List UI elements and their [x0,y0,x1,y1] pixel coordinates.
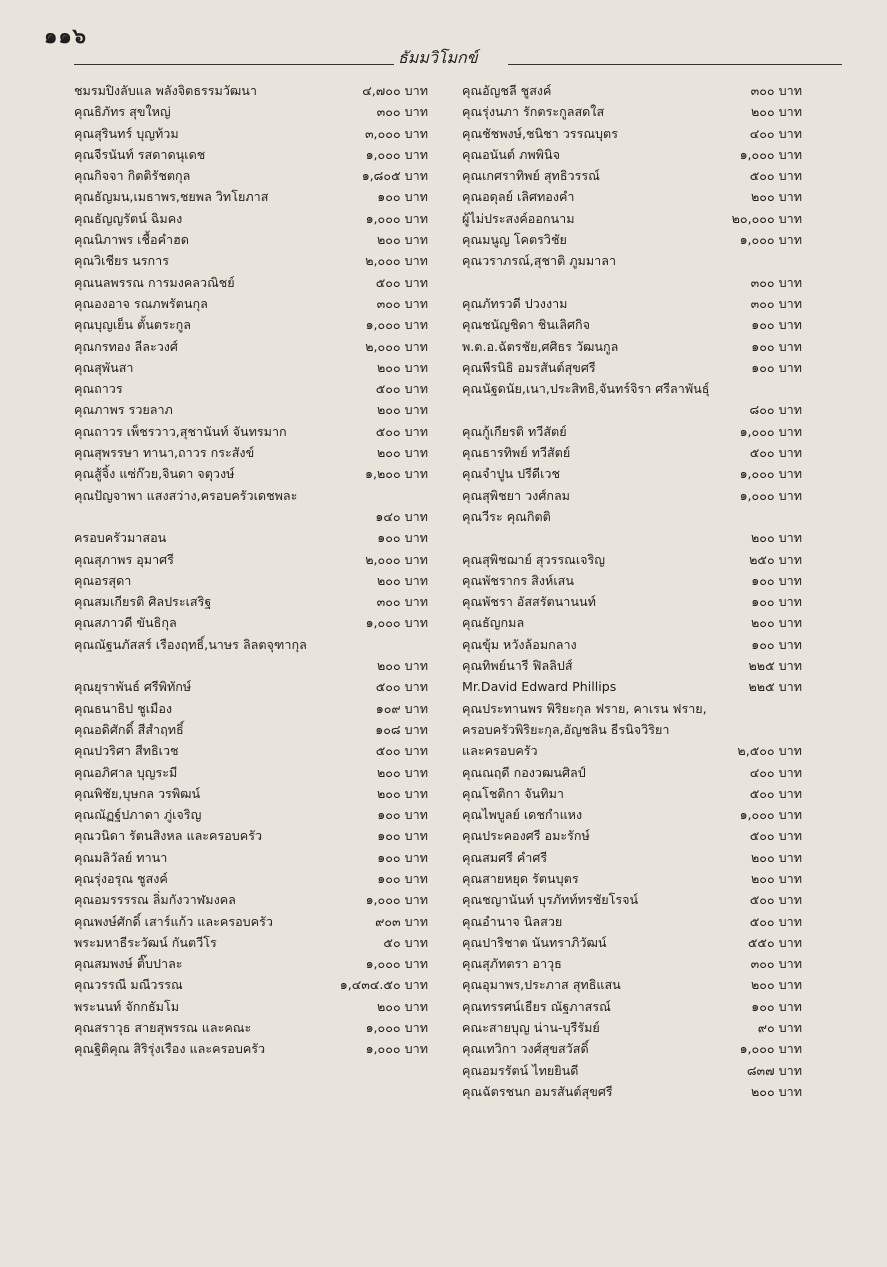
header-rule-right [508,64,842,65]
donation-amount: ๑๐๐ บาท [377,807,428,823]
donation-amount: ๒,๕๐๐ บาท [737,743,802,759]
donation-amount: ๑,๐๐๐ บาท [365,1041,428,1057]
donor-entry [74,165,452,186]
donor-entry [74,953,452,974]
donor-entry [462,612,802,633]
donor-entry [74,783,452,804]
donor-entry [462,1038,802,1059]
donation-amount: ๑๐๐ บาท [751,338,802,354]
donor-entry [74,868,452,889]
donor-name [462,698,707,762]
donor-name-line: ครอบครัวพิริยะกุล,อัญชลิน ธีรนิจวิริยา [462,721,670,737]
donor-name: คุณนัฐดนัย,เนา,ประสิทธิ,จันทร์จิรา ศรีลาพันธุ์ [462,381,710,397]
donor-name: คุณอำนาจ นิลสวย [462,913,563,929]
donor-name: คุณปัญจาพา แสงสว่าง,ครอบครัวเดชพละ [74,487,298,503]
donation-amount: ๑๐๐ บาท [377,189,428,205]
donation-amount: ๑,๐๐๐ บาท [739,146,802,162]
donor-name: คุณชัชพงษ์,ชนิชา วรรณบุตร [462,125,618,141]
donor-name: คุณธัญกมล [462,615,525,631]
header-rule-left [74,64,394,65]
donor-name: คุณองอาจ รณภพรัตนกุล [74,295,208,311]
donor-entry [74,612,452,633]
donor-name: คุณไพบูลย์ เดชกำแหง [462,807,583,823]
donor-entry [462,314,802,335]
donor-entry [462,1060,802,1081]
donor-entry [462,250,802,293]
donation-amount: ๕๐๐ บาท [375,381,428,397]
donor-entry [74,932,452,953]
donor-name: คุณปาริชาต นันทราภิวัฒน์ [462,934,607,950]
donor-entry [462,698,802,762]
donor-name: คุณพงษ์ศักดิ์ เสาร์แก้ว และครอบครัว [74,913,273,929]
donor-entry [74,996,452,1017]
donation-amount: ๒๐๐ บาท [376,232,428,248]
donor-entry [74,272,452,293]
donation-amount: ๕๐๐ บาท [749,445,802,461]
donor-entry [74,527,452,548]
donation-amount: ๒๐๐ บาท [750,849,802,865]
donor-entry [462,357,802,378]
donation-amount: ๒๐๐ บาท [750,977,802,993]
donor-entry [462,186,802,207]
donor-name: คุณกิจจา กิตติรัชตกุล [74,168,191,184]
donor-name: คุณสภาวดี ขันธิกุล [74,615,177,631]
donor-name: คุณวีระ คุณกิตติ [462,508,551,524]
donor-entry [74,549,452,570]
donor-name: คุณพิชัย,บุษกล วรพิฒน์ [74,785,201,801]
donation-amount: ๑,๐๐๐ บาท [365,956,428,972]
donor-name: ครอบครัวมาสอน [74,530,167,546]
donor-name: คุณอภิศาล บุญระมี [74,764,178,780]
donor-name-line: คุณประทานพร พิริยะกุล ฟราย, คาเรน ฟราย, [462,700,707,716]
donor-entry [74,101,452,122]
donor-name-line: และครอบครัว [462,743,538,759]
donation-amount: ๑๐๐ บาท [751,572,802,588]
donor-entry [462,889,802,910]
donor-name: คุณภาพร รวยลาภ [74,402,173,418]
donor-name: คุณฉัตรชนก อมรสันต์สุขศรี [462,1083,613,1099]
donation-amount: ๒๐,๐๐๐ บาท [731,210,802,226]
donation-amount: ๔๐๐ บาท [749,764,802,780]
donation-amount: ๑,๐๐๐ บาท [739,487,802,503]
donor-entry [74,123,452,144]
donor-name: พ.ต.อ.ฉัตรชัย,ศศิธร วัฒนกูล [462,338,619,354]
donation-amount: ๑,๔๓๔.๕๐ บาท [339,977,428,993]
donor-entry [462,825,802,846]
donor-name: คุณวิเชียร นรการ [74,253,170,269]
donation-amount: ๒๐๐ บาท [376,785,428,801]
donation-amount: ๑๐๐ บาท [377,828,428,844]
donor-entry [74,634,452,677]
donor-entry [462,144,802,165]
donor-entry [74,847,452,868]
donation-amount: ๔๐๐ บาท [749,125,802,141]
donor-entry [462,591,802,612]
donor-name: คุณธัญญรัตน์ ฉิมคง [74,210,183,226]
donor-entry [462,762,802,783]
donor-name: คุณสุรินทร์ บุญท้วม [74,125,179,141]
donation-amount: ๒๐๐ บาท [750,615,802,631]
donor-name: คุณทรรศน์เธียร ณัฐภาสรณ์ [462,998,611,1014]
donor-entry [462,549,802,570]
donor-name: คุณวราภรณ์,สุชาติ ภูมมาลา [462,253,617,269]
donor-name: พระนนท์ จักกธัมโม [74,998,180,1014]
donor-entry [462,847,802,868]
donation-amount: ๓๐๐ บาท [750,83,802,98]
donor-name: คุณสู้จิ้ง แซ่ก๊วย,จินดา จตุวงษ์ [74,466,235,482]
donor-name: คุณอัญชลี ชูสงค์ [462,83,552,98]
donation-amount: ๑,๐๐๐ บาท [365,1020,428,1036]
donation-amount: ๓๐๐ บาท [750,274,802,290]
donor-entry [74,250,452,271]
donor-name: คุณสมพงษ์ ติ๊บปาละ [74,956,183,972]
donor-name: คุณมลิวัลย์ ทานา [74,849,168,865]
donor-entry [462,1081,802,1102]
donor-name: คุณสุภัทตรา อาวุธ [462,956,562,972]
donation-amount: ๙๐ บาท [757,1020,802,1036]
donor-name: ผู้ไม่ประสงค์ออกนาม [462,210,575,226]
donation-amount: ๒,๐๐๐ บาท [365,338,428,354]
donor-name: คุณโชติกา จันทิมา [462,785,564,801]
donor-entry [74,762,452,783]
donor-entry [462,123,802,144]
donor-entry [74,229,452,250]
donation-amount: ๑๔๐ บาท [375,508,428,524]
donation-amount: ๕๐๐ บาท [375,679,428,695]
donor-list-right [462,80,802,1102]
donor-name: คุณยุราพันธ์ ศรีพิทักษ์ [74,679,192,695]
donor-entry [462,868,802,889]
donor-name: คุณรุ่งนภา รักตระกูลสดใส [462,104,605,120]
donation-amount: ๑๐๐ บาท [377,849,428,865]
donation-amount: ๕๕๐ บาท [747,934,802,950]
donation-amount: ๓๐๐ บาท [376,104,428,120]
donation-amount: ๓๐๐ บาท [376,594,428,610]
donor-entry [462,974,802,995]
donor-entry [74,911,452,932]
donor-name: คุณอรสุดา [74,572,132,588]
donor-name: คุณเทวิกา วงศ์สุขสวัสดิ์ [462,1041,589,1057]
donor-name: คุณประคองศรี อมะรักษ์ [462,828,590,844]
donor-name: คุณณัฐนภัสสร์ เรืองฤทธิ์,นาษร ลิลตจุฑากุล [74,636,307,652]
donor-name: คุณกู้เกียรติ ทวีสัตย์ [462,423,567,439]
donor-name: คุณธิภัทร สุขใหญ่ [74,104,171,120]
donor-entry [462,676,802,697]
donor-entry [462,506,802,549]
donor-entry [462,165,802,186]
donation-amount: ๙๐๓ บาท [375,913,428,929]
donor-entry [462,804,802,825]
donation-amount: ๒๐๐ บาท [376,658,428,674]
donor-entry [462,485,802,506]
donor-name: คุณขุ้ม หวังล้อมกลาง [462,636,577,652]
donation-amount: ๑,๐๐๐ บาท [739,232,802,248]
donor-name: คุณภัทรวดี ปวงงาม [462,295,568,311]
donor-name: คุณอดุลย์ เลิศทองคำ [462,189,575,205]
donation-amount: ๑,๒๐๐ บาท [364,466,428,482]
donor-entry [462,101,802,122]
donor-name: คุณปวริศา สีทธิเวช [74,743,179,759]
donation-amount: ๑๐๐ บาท [751,998,802,1014]
donor-entry [74,399,452,420]
donation-amount: ๘๐๐ บาท [749,402,802,418]
donor-entry [74,463,452,484]
donor-name: คุณจำปูน ปรีดีเวช [462,466,561,482]
donor-name: คุณชญานันท์ บุรภัทท์ทรชัยโรจน์ [462,892,639,908]
donation-amount: ๑๐๙ บาท [375,700,428,716]
donor-entry [462,336,802,357]
donor-entry [74,378,452,399]
donation-amount: ๒๐๐ บาท [750,189,802,205]
donation-amount: ๑๐๐ บาท [377,870,428,886]
donor-entry [74,186,452,207]
donation-amount: ๕๐๐ บาท [749,828,802,844]
donor-entry [462,996,802,1017]
donor-entry [462,421,802,442]
donor-name: คุณธารทิพย์ ทวีสัตย์ [462,445,571,461]
donor-entry [462,634,802,655]
donation-amount: ๕๐๐ บาท [749,892,802,908]
donor-name: คุณทิพย์นารี ฟิลลิปส์ [462,658,573,674]
donation-amount: ๒๐๐ บาท [750,870,802,886]
donation-amount: ๑๐๐ บาท [377,530,428,546]
donor-entry [74,676,452,697]
donation-amount: ๕๐๐ บาท [375,274,428,290]
donor-name: คุณสุพิชยา วงศ์กลม [462,487,570,503]
donation-amount: ๒๒๕ บาท [748,679,802,695]
donor-name: คุณถาวร [74,381,123,397]
donor-entry [74,144,452,165]
donation-amount: ๓๐๐ บาท [750,956,802,972]
donor-name: คณะสายบุญ น่าน-บุรีรัมย์ [462,1020,600,1036]
donation-amount: ๑,๐๐๐ บาท [739,466,802,482]
donor-name: คุณสมศรี คำศรี [462,849,548,865]
donation-amount: ๑๐๘ บาท [375,721,428,737]
donation-amount: ๑,๐๐๐ บาท [365,210,428,226]
donor-name: คุณบุญเย็น ตั้นตระกูล [74,317,191,333]
donation-amount: ๕๐๐ บาท [749,168,802,184]
donor-name: คุณนิภาพร เชื้อคำฮด [74,232,189,248]
donor-entry [74,719,452,740]
donation-amount: ๕๐๐ บาท [375,423,428,439]
donor-entry [462,783,802,804]
donor-name: คุณสราวุธ สายสุพรรณ และคณะ [74,1020,252,1036]
donor-name: คุณฐิติคุณ สิริรุ่งเรือง และครอบครัว [74,1041,266,1057]
donation-amount: ๑,๐๐๐ บาท [739,807,802,823]
donor-entry [462,80,802,101]
donation-amount: ๑๐๐ บาท [751,636,802,652]
donation-amount: ๑๐๐ บาท [751,317,802,333]
donor-name: คุณธนาธิป ชูเมือง [74,700,173,716]
donor-name: คุณสุพันสา [74,359,134,375]
donor-name: ชมรมปิงลับแล พลังจิตธรรมวัฒนา [74,83,257,98]
donation-amount: ๑,๐๐๐ บาท [365,615,428,631]
header-title: ธัมมวิโมกข์ [398,48,478,67]
donation-amount: ๒๐๐ บาท [376,359,428,375]
donor-name: คุณจีรนันท์ รสดาดนุเดช [74,146,206,162]
donor-entry [462,655,802,676]
donor-entry [462,932,802,953]
donor-name: คุณมนูญ โคตรวิชัย [462,232,567,248]
donor-name: คุณวรรณี มณีวรรณ [74,977,183,993]
donor-entry [74,804,452,825]
donor-name: คุณวนิดา รัตนสิงหล และครอบครัว [74,828,263,844]
donation-amount: ๔,๗๐๐ บาท [362,83,428,98]
donor-entry [74,421,452,442]
donor-name: คุณพัชรากร สิงห์เสน [462,572,574,588]
donor-name: คุณสุพิชฌาย์ สุวรรณเจริญ [462,551,606,567]
donor-entry [74,974,452,995]
donor-entry [74,698,452,719]
donor-name: คุณธัญมน,เมธาพร,ชยพล วิทโยภาส [74,189,269,205]
page-header [68,46,844,72]
donation-amount: ๘๓๗ บาท [746,1062,802,1078]
donation-amount: ๑,๘๐๕ บาท [361,168,428,184]
donor-name: คุณสุภาพร อุมาศรี [74,551,174,567]
donor-entry [462,911,802,932]
donor-name: คุณเกศราทิพย์ สุทธิวรรณ์ [462,168,600,184]
donor-entry [462,293,802,314]
donor-name: คุณอมรรัตน์ ไทยยินดี [462,1062,579,1078]
donation-amount: ๑,๐๐๐ บาท [739,423,802,439]
donor-name: คุณอดิศักดิ์ สีสำฤทธิ์ [74,721,184,737]
donor-entry [74,1017,452,1038]
donation-amount: ๕๐ บาท [383,934,428,950]
donor-entry [74,825,452,846]
donor-name: คุณถาวร เพ็ชรวาว,สุชานันท์ จันทรมาก [74,423,287,439]
donor-entry [74,442,452,463]
donor-name: คุณอมรรรรณ ลิ่มกังวาฬมงคล [74,892,236,908]
donor-entry [462,570,802,591]
donor-entry [462,442,802,463]
donor-name: คุณพีรนิธิ อมรสันต์สุขศรี [462,359,596,375]
page-number: ๑๑๖ [44,24,87,48]
donor-entry [462,378,802,421]
donation-amount: ๕๐๐ บาท [375,743,428,759]
donation-amount: ๒๐๐ บาท [376,764,428,780]
donor-name: Mr.David Edward Phillips [462,679,617,695]
donor-entry [462,953,802,974]
donor-name: คุณอุมาพร,ประภาส สุทธิแสน [462,977,621,993]
donation-amount: ๓๐๐ บาท [750,295,802,311]
donation-amount: ๑,๐๐๐ บาท [739,1041,802,1057]
donor-name: คุณอนันต์ ภพพินิจ [462,146,560,162]
donation-amount: ๑๐๐ บาท [751,359,802,375]
donor-name: คุณพัชรา อัสสรัตนานนท์ [462,594,596,610]
donor-entry [74,570,452,591]
donor-name: คุณสายหยุด รัตนบุตร [462,870,579,886]
donor-entry [74,208,452,229]
donor-entry [74,1038,452,1059]
donation-amount: ๒๕๐ บาท [749,551,802,567]
donor-entry [462,208,802,229]
donor-name: คุณรุ่งอรุณ ชูสงค์ [74,870,168,886]
donor-entry [74,314,452,335]
donor-entry [74,293,452,314]
donor-entry [462,229,802,250]
donation-amount: ๕๐๐ บาท [749,785,802,801]
donor-entry [74,485,452,528]
donation-amount: ๑,๐๐๐ บาท [365,146,428,162]
donor-entry [74,591,452,612]
donation-amount: ๒๐๐ บาท [750,530,802,546]
donor-name: คุณสมเกียรติ ศิลประเสริฐ [74,594,212,610]
donation-amount: ๒๐๐ บาท [750,1083,802,1099]
donor-name: คุณณฤดี กองวฒนศิลป์ [462,764,586,780]
donation-amount: ๑,๐๐๐ บาท [365,892,428,908]
donation-amount: ๒๐๐ บาท [376,572,428,588]
donor-list-left [74,80,452,1060]
donation-amount: ๑๐๐ บาท [751,594,802,610]
donation-amount: ๒๐๐ บาท [750,104,802,120]
donation-amount: ๑,๐๐๐ บาท [365,317,428,333]
donor-name: คุณณัฏฐ์ปภาดา ภู่เจริญ [74,807,202,823]
donor-entry [74,357,452,378]
donation-amount: ๓,๐๐๐ บาท [364,125,428,141]
donation-amount: ๒๐๐ บาท [376,998,428,1014]
donor-entry [74,336,452,357]
donor-entry [74,80,452,101]
donor-name: คุณสุพรรษา ทานา,ถาวร กระสังข์ [74,445,255,461]
donor-entry [462,463,802,484]
donor-name: คุณนลพรรณ การมงคลวณิชย์ [74,274,235,290]
donor-entry [462,1017,802,1038]
donation-amount: ๕๐๐ บาท [749,913,802,929]
donation-amount: ๒๐๐ บาท [376,402,428,418]
donation-amount: ๓๐๐ บาท [376,295,428,311]
donation-amount: ๒๐๐ บาท [376,445,428,461]
donor-name: พระมหาธีระวัฒน์ กันตวีโร [74,934,217,950]
donor-name: คุณชนัญชิดา ชินเลิศกิจ [462,317,590,333]
donation-amount: ๒๒๕ บาท [748,658,802,674]
donation-amount: ๒,๐๐๐ บาท [365,551,428,567]
donor-name: คุณกรทอง ลีละวงศ์ [74,338,178,354]
donation-amount: ๒,๐๐๐ บาท [365,253,428,269]
donor-entry [74,889,452,910]
donor-entry [74,740,452,761]
